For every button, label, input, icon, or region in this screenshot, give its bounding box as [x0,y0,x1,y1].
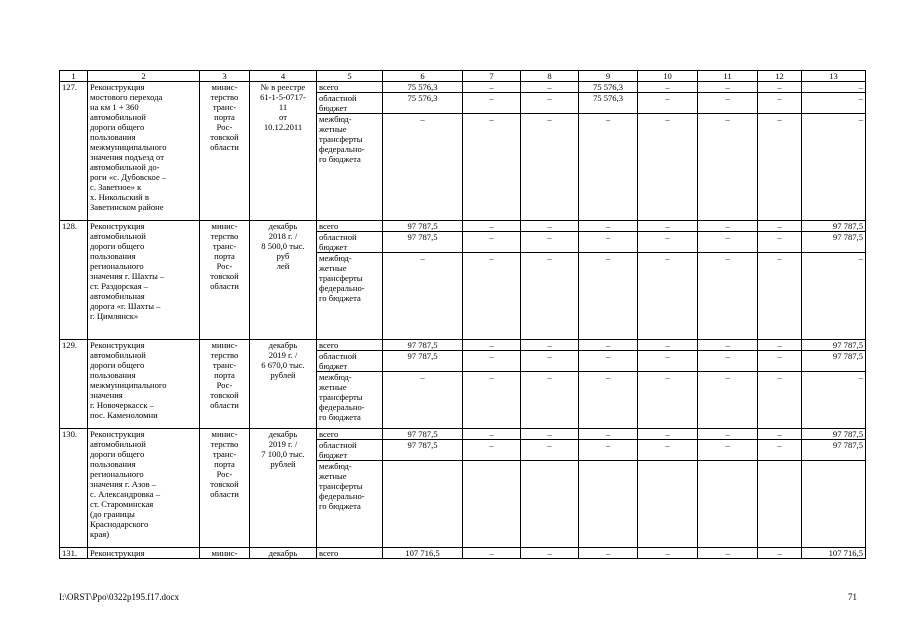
amount-cell: – [802,253,866,340]
amount-cell: – [802,372,866,429]
amount-cell: – [698,82,758,93]
amount-cell: – [521,429,579,440]
amount-cell: – [521,340,579,351]
amount-cell: – [521,440,579,461]
amount-cell: 97 787,5 [383,351,463,372]
deadline-cost: декабрь [250,548,317,559]
amount-cell: – [758,221,802,232]
amount-cell: – [579,440,638,461]
amount-cell: – [638,548,698,559]
funding-source: областной бюджет [317,440,383,461]
amount-cell: – [802,82,866,93]
column-number: 11 [698,71,758,82]
customer: минис- терство транс- порта Рос- товской области [200,340,250,429]
row-number: 131. [60,548,88,559]
amount-cell: 97 787,5 [383,429,463,440]
amount-cell: – [579,221,638,232]
amount-cell: – [383,372,463,429]
row-number: 127. [60,82,88,221]
column-number: 12 [758,71,802,82]
amount-cell: – [463,93,521,114]
amount-cell: – [698,232,758,253]
amount-cell: – [463,232,521,253]
amount-cell: 97 787,5 [802,351,866,372]
amount-cell [638,461,698,548]
amount-cell: – [521,548,579,559]
amount-cell: 97 787,5 [383,232,463,253]
amount-cell: – [521,114,579,221]
amount-cell: – [698,440,758,461]
amount-cell: – [579,372,638,429]
amount-cell: – [638,93,698,114]
amount-cell: – [638,253,698,340]
object-name: Реконструкция автомобильной дороги общего пользования регионального значения г. Шахты – ст. Раздорская – автомобильная дорога «г. Шахты – г. Цимлянск» [88,221,200,340]
amount-cell: 75 576,3 [579,82,638,93]
amount-cell: – [638,351,698,372]
deadline-cost: декабрь 2018 г. / 8 500,0 тыс. руб лей [250,221,317,340]
amount-cell: – [463,351,521,372]
funding-source: областной бюджет [317,93,383,114]
funding-source: межбюд- жетные трансферты федерально- го бюджета [317,253,383,340]
column-number: 13 [802,71,866,82]
table-row [60,82,866,93]
amount-cell: – [698,372,758,429]
customer: минис- терство транс- порта Рос- товской области [200,221,250,340]
amount-cell: 97 787,5 [802,340,866,351]
amount-cell: – [383,114,463,221]
object-name: Реконструкция мостового перехода на км 1 + 360 автомобильной дороги общего пользования межмуниципального значения подъезд от автомобильной до- роги «с. Дубовское – с. Заветное» к х. Никольский в Заветинском районе [88,82,200,221]
table-row [60,548,866,559]
funding-source: всего [317,548,383,559]
amount-cell: – [521,82,579,93]
column-number: 6 [383,71,463,82]
funding-source: межбюд- жетные трансферты федерально- го бюджета [317,461,383,548]
amount-cell: – [758,232,802,253]
customer: минис- терство транс- порта Рос- товской области [200,429,250,548]
deadline-cost: декабрь 2019 г. / 7 100,0 тыс. рублей [250,429,317,548]
amount-cell: – [638,372,698,429]
column-number: 8 [521,71,579,82]
amount-cell: – [579,114,638,221]
page-number: 71 [848,592,857,602]
amount-cell: – [698,340,758,351]
amount-cell [521,461,579,548]
amount-cell: – [521,221,579,232]
customer: минис- терство транс- порта Рос- товской области [200,82,250,221]
amount-cell: – [463,372,521,429]
funding-source: всего [317,429,383,440]
amount-cell: – [383,253,463,340]
amount-cell: – [463,429,521,440]
column-number: 4 [250,71,317,82]
amount-cell: – [758,548,802,559]
table-row [60,429,866,440]
row-number: 129. [60,340,88,429]
amount-cell: – [758,340,802,351]
funding-source: областной бюджет [317,232,383,253]
amount-cell: – [758,93,802,114]
amount-cell: – [579,429,638,440]
amount-cell: 97 787,5 [383,340,463,351]
amount-cell: – [758,82,802,93]
amount-cell: 97 787,5 [802,440,866,461]
amount-cell: – [579,351,638,372]
amount-cell: – [698,93,758,114]
amount-cell: – [521,351,579,372]
deadline-cost: декабрь 2019 г. / 6 670,0 тыс. рублей [250,340,317,429]
amount-cell: – [698,351,758,372]
amount-cell: 97 787,5 [383,221,463,232]
amount-cell [802,461,866,548]
deadline-cost: № в реестре 61-1-5-0717- 11 от 10.12.2011 [250,82,317,221]
amount-cell: 75 576,3 [383,82,463,93]
amount-cell: 97 787,5 [802,429,866,440]
object-name: Реконструкция автомобильной дороги общего пользования регионального значения г. Азов – с. Александровка – ст. Староминская (до границы Краснодарского края) [88,429,200,548]
column-number: 2 [88,71,200,82]
amount-cell: – [463,82,521,93]
amount-cell: 107 716,5 [383,548,463,559]
amount-cell: – [463,548,521,559]
funding-source: всего [317,82,383,93]
amount-cell: – [521,253,579,340]
table-body [60,71,866,559]
funding-source: областной бюджет [317,351,383,372]
budget-table [59,70,866,559]
amount-cell: 97 787,5 [802,232,866,253]
amount-cell: – [802,93,866,114]
amount-cell: – [521,93,579,114]
amount-cell: – [463,114,521,221]
amount-cell: – [638,221,698,232]
column-number: 5 [317,71,383,82]
amount-cell: – [758,253,802,340]
amount-cell: 75 576,3 [579,93,638,114]
amount-cell: – [758,440,802,461]
amount-cell: 97 787,5 [802,221,866,232]
column-number: 10 [638,71,698,82]
amount-cell: – [698,221,758,232]
funding-source: всего [317,340,383,351]
amount-cell: – [638,232,698,253]
funding-source: межбюд- жетные трансферты федерально- го бюджета [317,372,383,429]
amount-cell: – [579,253,638,340]
amount-cell [758,461,802,548]
file-path: I:\ORST\Ppo\0322p195.f17.docx [59,592,180,602]
row-number: 130. [60,429,88,548]
amount-cell: 107 716,5 [802,548,866,559]
amount-cell [579,461,638,548]
amount-cell: – [521,232,579,253]
amount-cell: – [698,548,758,559]
amount-cell: – [579,340,638,351]
object-name: Реконструкция [88,548,200,559]
amount-cell: – [758,372,802,429]
amount-cell: – [698,114,758,221]
column-number-row [60,71,866,82]
amount-cell [698,461,758,548]
funding-source: межбюд- жетные трансферты федерально- го бюджета [317,114,383,221]
amount-cell [463,461,521,548]
amount-cell: – [638,114,698,221]
amount-cell [383,461,463,548]
amount-cell: – [579,548,638,559]
column-number: 9 [579,71,638,82]
amount-cell: 97 787,5 [383,440,463,461]
amount-cell: – [802,114,866,221]
column-number: 1 [60,71,88,82]
customer: минис- [200,548,250,559]
amount-cell: – [463,253,521,340]
amount-cell: – [698,253,758,340]
amount-cell: – [463,340,521,351]
table-row [60,340,866,351]
column-number: 3 [200,71,250,82]
amount-cell: – [463,440,521,461]
row-number: 128. [60,221,88,340]
amount-cell: – [638,429,698,440]
object-name: Реконструкция автомобильной дороги общего пользования межмуниципального значения г. Новочеркасск – пос. Каменоломни [88,340,200,429]
amount-cell: – [463,221,521,232]
amount-cell: – [758,114,802,221]
amount-cell: – [638,82,698,93]
amount-cell: – [521,372,579,429]
amount-cell: – [638,440,698,461]
amount-cell: – [579,232,638,253]
column-number: 7 [463,71,521,82]
amount-cell: – [758,351,802,372]
amount-cell: – [638,340,698,351]
amount-cell: – [758,429,802,440]
amount-cell: 75 576,3 [383,93,463,114]
amount-cell: – [698,429,758,440]
table-row [60,221,866,232]
funding-source: всего [317,221,383,232]
